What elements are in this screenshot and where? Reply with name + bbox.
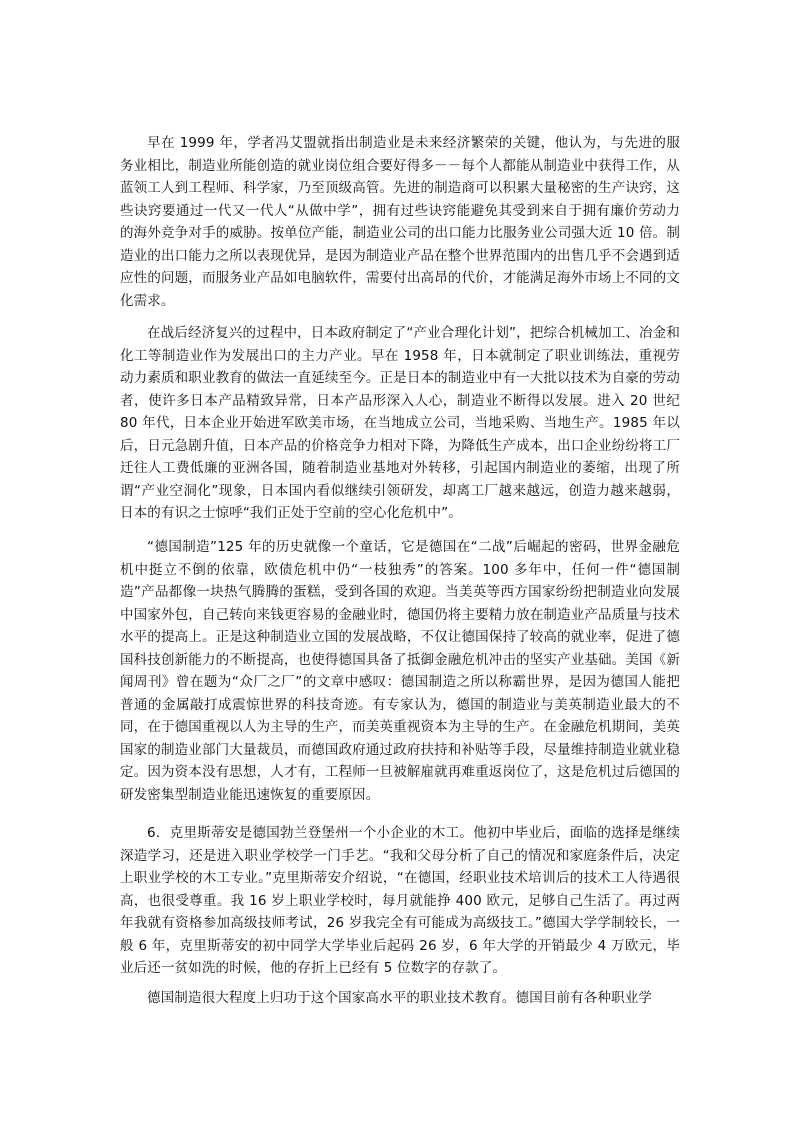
paragraph-manufacturing-jobs: 早在 1999 年，学者冯艾盟就指出制造业是未来经济繁荣的关键，他认为，与先进的服务业相比，制造业所能创造的就业岗位组合要好得多－－每个人都能从制造业中获得工作，从蓝领工人到工程师、科学家，乃至顶级高管。先进的制造商可以积累大量秘密的生产诀窍，这些诀窍要通过一代又一代人“从做中学”，拥有过些诀窍能避免其受到来自于拥有廉价劳动力的海外竞争对手的威胁。按单位产能，制造业公司的出口能力比服务业公司强大近 10 倍。制造业的出口能力之所以表现优异，是因为制造业产品在整个世界范围内的出售几乎不会遇到适应性的问题，而服务业产品如电脑软件，需要付出高昂的代价，才能满足海外市场上不同的文化需求。 [120,135,680,309]
paragraph-made-in-germany: “德国制造”125 年的历史就像一个童话，它是德国在“二战”后崛起的密码，世界金融危机中挺立不倒的依靠，欧债危机中仍“一枝独秀”的答案。100 多年中，任何一件“德国制造”产品都像一块热气腾腾的蛋糕，受到各国的欢迎。当美英等西方国家纷纷把制造业向发展中国家外包，自己转向来钱更容易的金融业时，德国仍将主要精力放在制造业产品质量与技术水平的提高上。正是这种制造业立国的发展战略，不仅让德国保持了较高的就业率，促进了德国科技创新能力的不断提高，也使得德国具备了抵御金融危机冲击的坚实产业基础。美国《新闻周刊》曾在题为“众厂之厂”的文章中感叹：德国制造之所以称霸世界，是因为德国人能把普通的金属敲打成震惊世界的科技奇迹。有专家认为，德国的制造业与美英制造业最大的不同，在于德国重视以人为主导的生产，而美英重视资本为主导的生产。在金融危机期间，美英国家的制造业部门大量裁员，而德国政府通过政府扶持和补贴等手段，尽量维持制造业就业稳定。因为资本没有思想，人才有，工程师一旦被解雇就再难重返岗位了，这是危机过后德国的研发密集型制造业能迅速恢复的重要原因。 [120,539,680,803]
paragraph-christian-carpenter: 6．克里斯蒂安是德国勃兰登堡州一个小企业的木工。他初中毕业后，面临的选择是继续深造学习，还是进入职业学校学一门手艺。“我和父母分析了自己的情况和家庭条件后，决定上职业学校的木工专业。”克里斯蒂安介绍说，“在德国，经职业技术培训后的技术工人待遇很高，也很受尊重。我 16 岁上职业学校时，每月就能挣 400 欧元，足够自己生活了。再过两年我就有资格参加高级技师考试，26 岁我完全有可能成为高级技工。”德国大学学制较长，一般 6 年，克里斯蒂安的初中同学大学毕业后起码 26 岁，6 年大学的开销最少 4 万欧元，毕业后还一贫如洗的时候，他的存折上已经有 5 位数字的存款了。 [120,825,680,976]
paragraph-japan-industry: 在战后经济复兴的过程中，日本政府制定了“产业合理化计划”，把综合机械加工、冶金和化工等制造业作为发展出口的主力产业。早在 1958 年，日本就制定了职业训练法，重视劳动力素质和职业教育的做法一直延续至今。正是日本的制造业中有一大批以技术为自豪的劳动者，使许多日本产品精致异常，日本产品形深入人心，制造业不断得以发展。进入 20 世纪 80 年代，日本企业开始进军欧美市场，在当地成立公司，当地采购、当地生产。1985 年以后，日元急剧升值，日本产品的价格竞争力相对下降，为降低生产成本，出口企业纷纷将工厂迁往人工费低廉的亚洲各国，随着制造业基地对外转移，引起国内制造业的萎缩，出现了所谓“产业空洞化”现象，日本国内看似继续引领研发，却离工厂越来越远，创造力越来越弱，日本的有识之士惊呼“我们正处于空前的空心化危机中”。 [120,325,680,521]
paragraph-vocational-education: 德国制造很大程度上归功于这个国家高水平的职业技术教育。德国目前有各种职业学 [147,990,653,1006]
